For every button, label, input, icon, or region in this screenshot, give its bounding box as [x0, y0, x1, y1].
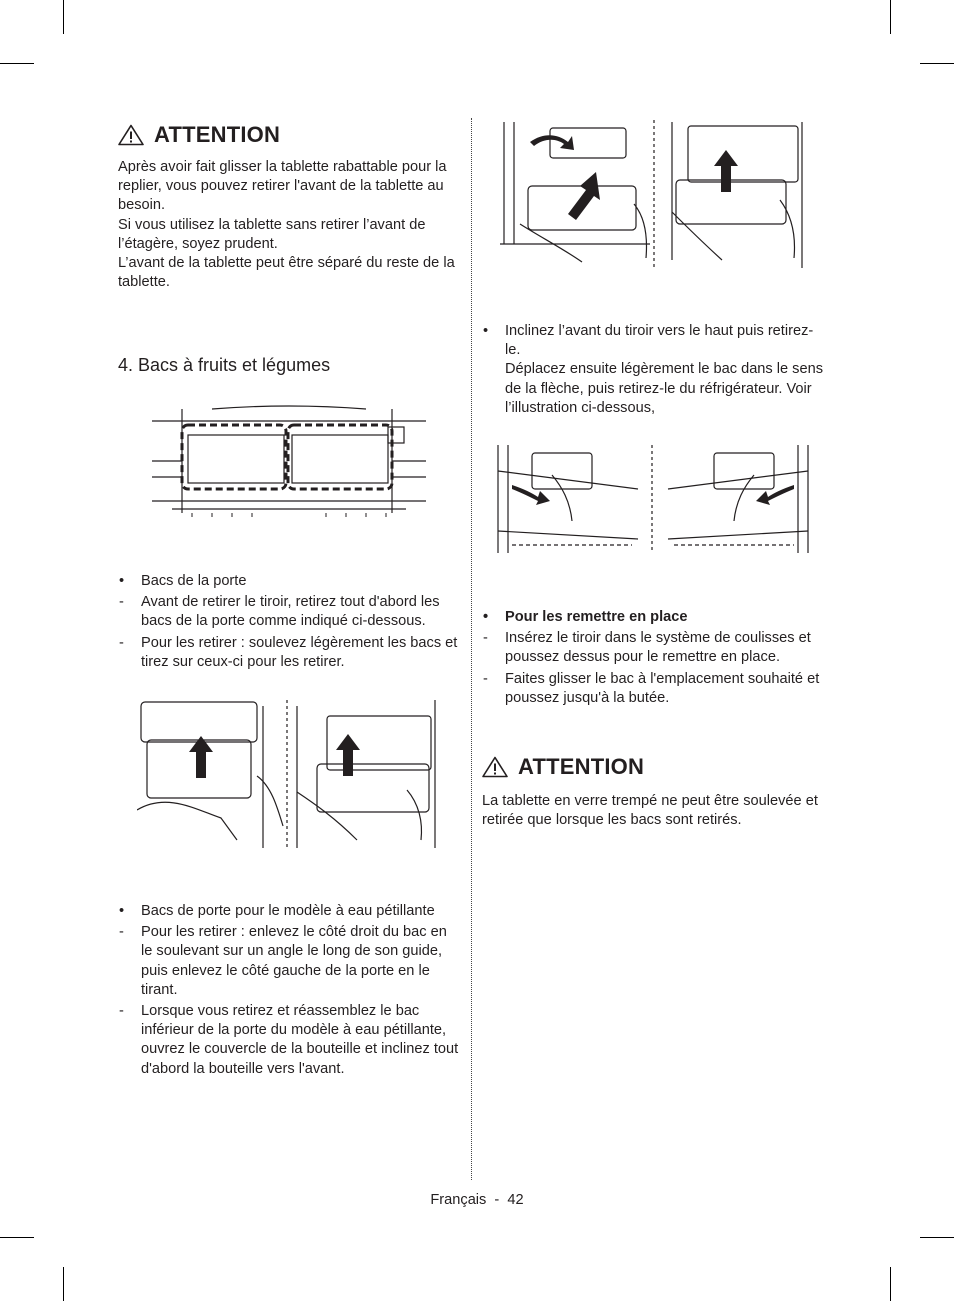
- attention-paragraph: L’avant de la tablette peut être séparé du reste de la tablette.: [118, 255, 455, 291]
- list-item-text: Avant de retirer le tiroir, retirez tout d'abord les bacs de la porte comme indiqué ci-dessous.: [141, 594, 440, 630]
- attention-paragraph: Si vous utilisez la tablette sans retirer l’avant de l’étagère, soyez prudent.: [118, 216, 426, 252]
- footer-language: Français: [430, 1192, 487, 1208]
- crisper-bin-removal-illustration: [500, 120, 806, 268]
- attention-heading: [482, 756, 827, 778]
- list-item: - Lorsque vous retirez et réassemblez le bac inférieur de la porte du modèle à eau pétillante, ouvrez le couvercle de la bouteille et inclinez tout d'abord la bouteille vers l'avant.: [119, 1003, 459, 1077]
- page-footer: [0, 1192, 954, 1208]
- warning-icon: [482, 756, 508, 778]
- list-item: - Avant de retirer le tiroir, retirez tout d'abord les bacs de la porte comme indiqué ci-dessous.: [119, 594, 440, 630]
- list-item: - Faites glisser le bac à l'emplacement souhaité et poussez jusqu'à la butée.: [483, 670, 820, 706]
- list-item-text: Pour les retirer : soulevez légèrement les bacs et tirez sur ceux-ci pour les retirer.: [141, 634, 458, 670]
- list-item: [118, 902, 460, 921]
- list-item: - Insérez le tiroir dans le système de coulisses et poussez dessus pour le remettre en place.: [483, 630, 811, 666]
- sparkling-bins-list: [118, 902, 460, 1079]
- attention-heading: [118, 124, 460, 146]
- attention-title: ATTENTION: [518, 754, 645, 780]
- crop-mark: [0, 1237, 34, 1238]
- list-item: - Pour les retirer : soulevez légèrement les bacs et tirez sur ceux-ci pour les retirer.: [119, 634, 458, 670]
- attention-paragraph: La tablette en verre trempé ne peut être soulevée et retirée que lorsque les bacs sont retirés.: [482, 793, 818, 829]
- attention-paragraph: Après avoir fait glisser la tablette rabattable pour la replier, vous pouvez retirer l'avant de la tablette au besoin.: [118, 159, 447, 214]
- attention-box-left: [118, 124, 460, 292]
- crop-mark: [63, 0, 64, 34]
- crop-mark: [890, 1267, 891, 1301]
- crop-mark: [63, 1267, 64, 1301]
- page-number: 42: [507, 1192, 524, 1208]
- crop-mark: [920, 63, 954, 64]
- list-item-text: Faites glisser le bac à l'emplacement souhaité et poussez jusqu'à la butée.: [505, 670, 820, 706]
- list-item-text: Pour les remettre en place: [505, 609, 688, 625]
- list-item: - Pour les retirer : enlevez le côté droit du bac en le soulevant sur un angle le long de son guide, puis enlevez le côté gauche de la porte en le tirant.: [119, 924, 447, 998]
- list-item-text: Déplacez ensuite légèrement le bac dans le sens de la flèche, puis retirez-le du réfrigérateur. Voir l’illustration ci-dessous,: [505, 361, 824, 416]
- warning-icon: [118, 124, 144, 146]
- list-item-text: Pour les retirer : enlevez le côté droit du bac en le soulevant sur un angle le long de son guide, puis enlevez le côté gauche de la porte en le tirant.: [141, 924, 447, 998]
- list-item: [482, 322, 827, 418]
- crop-mark: [890, 0, 891, 34]
- column-divider: [471, 118, 472, 1180]
- list-item-text: Bacs de porte pour le modèle à eau pétillante: [141, 903, 435, 919]
- attention-title: ATTENTION: [154, 122, 281, 148]
- door-bins-removal-illustration: [137, 700, 441, 848]
- list-item-text: Bacs de la porte: [141, 573, 247, 589]
- list-item-text: Lorsque vous retirez et réassemblez le bac inférieur de la porte du modèle à eau pétillante, ouvrez le couvercle de la bouteille et inclinez tout d'abord la bouteille vers l'avant.: [141, 1003, 459, 1077]
- list-item-text: Insérez le tiroir dans le système de coulisses et poussez dessus pour le remettre en place.: [505, 630, 811, 666]
- list-item-text: • Inclinez l’avant du tiroir vers le haut puis retirez-le.: [505, 323, 814, 359]
- crisper-drawers-illustration: [152, 405, 426, 517]
- crop-mark: [0, 63, 34, 64]
- drawer-removal-list: [482, 322, 827, 418]
- section-title: 4. Bacs à fruits et légumes: [118, 355, 331, 375]
- refit-list: [482, 608, 827, 708]
- list-item: [482, 608, 827, 627]
- bin-slide-illustration: [492, 445, 814, 553]
- attention-box-right: [482, 756, 827, 830]
- crop-mark: [920, 1237, 954, 1238]
- list-item: [118, 572, 460, 591]
- door-bins-list: [118, 572, 460, 672]
- footer-separator: -: [494, 1192, 500, 1208]
